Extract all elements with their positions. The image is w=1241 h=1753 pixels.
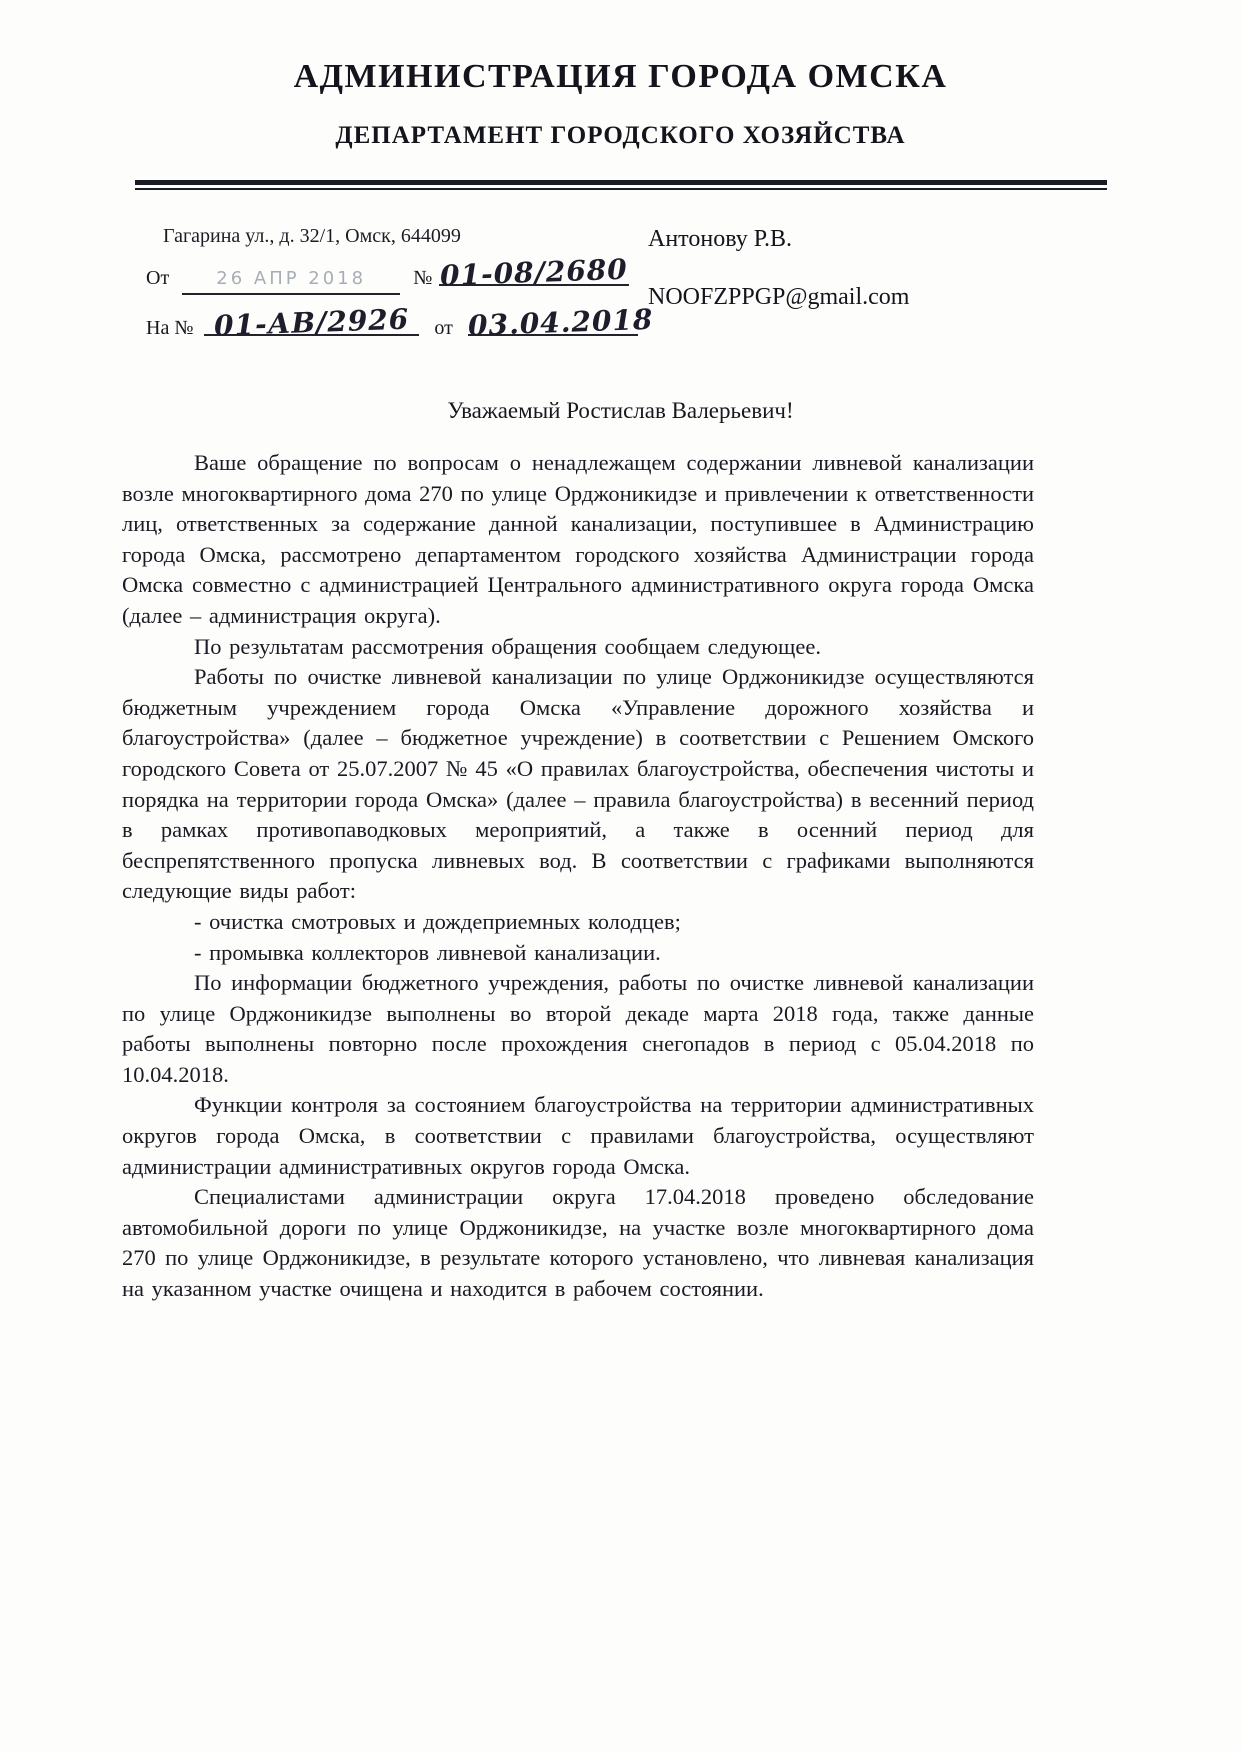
incoming-date-handwritten: 03.04.2018 [467,302,654,343]
date-stamp: 26 АПР 2018 [216,268,367,289]
list-item: - промывка коллекторов ливневой канализации. [194,939,661,965]
outgoing-number-handwritten: 01-08/2680 [439,252,629,293]
recipient-name: Антонову Р.В. [648,226,793,252]
letter-body [122,448,1034,1305]
ref-label: На № [146,317,194,339]
letterhead [0,0,1241,150]
ref-date-label: от [434,317,453,339]
sender-address: Гагарина ул., д. 32/1, Омск, 644099 [163,225,461,247]
outgoing-reference-line [146,252,629,295]
divider-thick-line [135,180,1107,185]
organization-name: АДМИНИСТРАЦИЯ ГОРОДА ОМСКА [293,58,948,95]
incoming-number-handwritten: 01-АВ/2926 [213,302,411,343]
paragraph: Работы по очистке ливневой канализации по улице Орджоникидзе осуществляются бюджетным учреждением города Омска «Управление дорожного хозяйства и благоустройства» (далее – бюджетное учреждение) в соответствии с Решением Омского городского Совета от 25.07.2007 № 45 «О правилах благоустройства, обеспечения чистоты и порядка на территории города Омска» (далее – правила благоустройства) в весенний период в рамках противопаводковых мероприятий, а также в осенний период для беспрепятственного пропуска ливневых вод. В соответствии с графиками выполняются следующие виды работ: [122,664,1034,904]
paragraph: Ваше обращение по вопросам о ненадлежащем содержании ливневой канализации возле многоквартирного дома 270 по улице Орджоникидзе и привлечении к ответственности лиц, ответственных за содержание данной канализации, поступившее в Администрацию города Омска, рассмотрено департаментом городского хозяйства Администрации города Омска совместно с администрацией Центрального административного округа города Омска (далее – администрация округа). [122,450,1034,628]
from-label: От [146,267,170,289]
incoming-reference-line [146,302,654,343]
date-blank-field [182,267,400,295]
recipient-email: NOOFZPPGP@gmail.com [648,284,910,310]
number-label: № [413,267,433,289]
divider-thin-line [135,188,1107,190]
salutation: Уважаемый Ростислав Валерьевич! [447,398,794,423]
ref-date-blank-field [467,302,654,343]
paragraph: Функции контроля за состоянием благоустройства на территории административных округов города Омска, в соответствии с правилами благоустройства, осуществляют администрации административных округов города Омска. [122,1092,1034,1179]
letterhead-divider [135,180,1107,190]
paragraph: По результатам рассмотрения обращения сообщаем следующее. [194,633,821,659]
ref-number-blank-field [204,302,419,343]
list-item: - очистка смотровых и дождеприемных колодцев; [194,908,681,934]
department-name: ДЕПАРТАМЕНТ ГОРОДСКОГО ХОЗЯЙСТВА [335,122,906,149]
paragraph: Специалистами администрации округа 17.04.2018 проведено обследование автомобильной дороги по улице Орджоникидзе, на участке возле многоквартирного дома 270 по улице Орджоникидзе, в результате которого установлено, что ливневая канализация на указанном участке очищена и находится в рабочем состоянии. [122,1184,1034,1302]
paragraph: По информации бюджетного учреждения, работы по очистке ливневой канализации по улице Орджоникидзе выполнены во второй декаде марта 2018 года, также данные работы выполнены повторно после прохождения снегопадов в период с 05.04.2018 по 10.04.2018. [122,970,1034,1087]
number-blank-field [439,252,629,293]
